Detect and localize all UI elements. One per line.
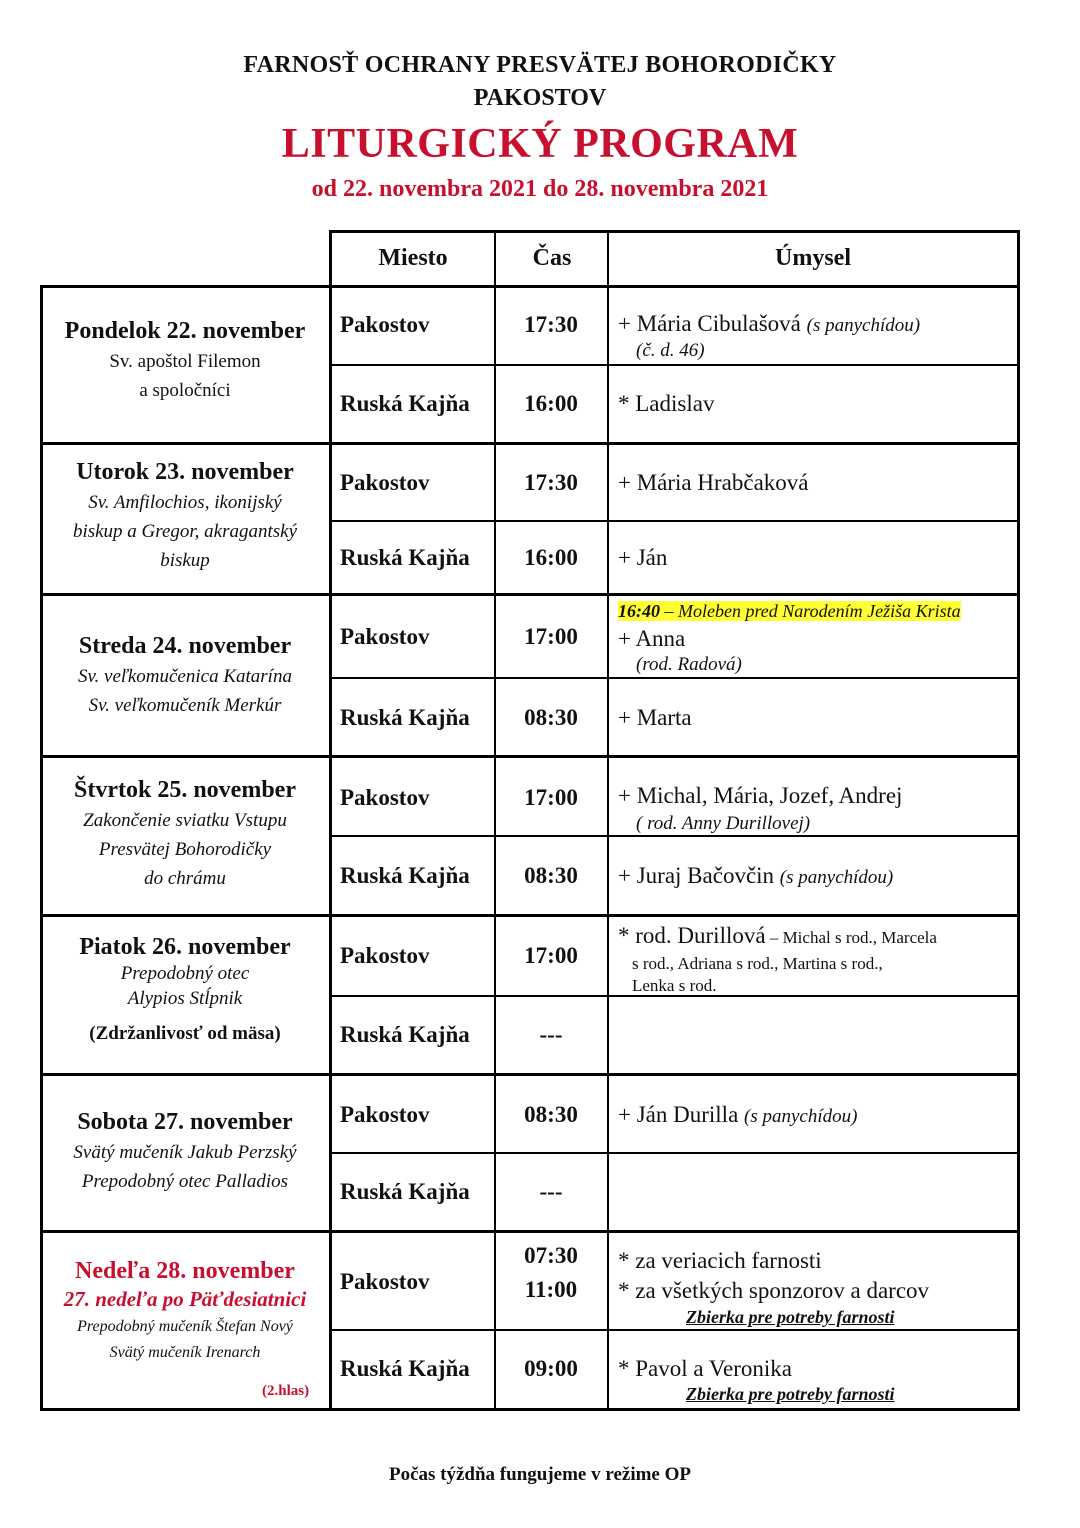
grid-line	[40, 593, 1020, 596]
time-label: 17:30	[524, 470, 578, 495]
grid-line	[1017, 230, 1020, 1411]
time-label: 08:30	[524, 863, 578, 888]
place-label: Ruská Kajňa	[340, 863, 470, 888]
saint-line: a spoločníci	[139, 380, 231, 401]
day-name: Streda 24. november	[78, 633, 292, 659]
intention-text	[618, 311, 920, 337]
intention-sub: (rod. Radová)	[636, 654, 742, 675]
place-label: Pakostov	[340, 470, 430, 495]
day-cell-monday	[40, 318, 330, 405]
moleben-time: 16:40	[618, 601, 660, 621]
saint-line: Alypios Stĺpnik	[127, 988, 243, 1009]
day-cell-thursday	[40, 777, 330, 893]
intention-text: * Pavol a Veronika	[618, 1356, 792, 1381]
day-cell-friday	[40, 934, 330, 1048]
time-label: 16:00	[524, 391, 578, 416]
day-cell-tuesday	[40, 459, 330, 575]
grid-line	[40, 1073, 1020, 1076]
saint-line: Prepodobný mučeník Štefan Nový	[77, 1318, 293, 1335]
place-label: Ruská Kajňa	[340, 545, 470, 570]
sunday-subtitle: 27. nedeľa po Päťdesiatnici	[63, 1287, 307, 1311]
column-header-place: Miesto	[378, 244, 448, 271]
saint-line: Sv. apoštol Filemon	[109, 351, 261, 372]
grid-line	[330, 230, 1020, 233]
place-label: Ruská Kajňa	[340, 1356, 470, 1381]
time-label: 09:00	[524, 1356, 578, 1381]
intention-family: – Michal s rod., Marcela	[765, 928, 937, 947]
place-label: Ruská Kajňa	[340, 1179, 470, 1204]
saint-line: Svätý mučeník Irenarch	[109, 1344, 261, 1361]
collection-note: Zbierka pre potreby farnosti	[686, 1307, 895, 1327]
intention-text: + Ján	[618, 545, 668, 570]
page-title: LITURGICKÝ PROGRAM	[281, 121, 799, 167]
day-cell-wednesday	[40, 633, 330, 720]
grid-line	[40, 755, 1020, 758]
grid-line	[330, 1329, 1020, 1331]
moleben-text: – Moleben pred Narodením Ježiša Krista	[660, 601, 961, 621]
grid-line	[40, 1230, 1020, 1233]
grid-line	[330, 1152, 1020, 1154]
saint-line: Zakončenie sviatku Vstupu	[83, 810, 287, 831]
place-label: Ruská Kajňa	[340, 705, 470, 730]
saint-line: Sv. veľkomučenica Katarína	[78, 666, 292, 687]
time-label: 17:30	[524, 312, 578, 337]
saint-line: biskup	[160, 550, 210, 571]
day-name: Sobota 27. november	[77, 1109, 293, 1135]
intention-note: (s panychídou)	[806, 315, 921, 336]
collection-note: Zbierka pre potreby farnosti	[686, 1384, 895, 1404]
time-label: 17:00	[524, 943, 578, 968]
intention-name: * rod. Durillová	[618, 923, 766, 948]
intention-name: + Juraj Bačovčin	[618, 863, 775, 888]
time-label: 17:00	[524, 624, 578, 649]
saint-line: Svätý mučeník Jakub Perzský	[73, 1142, 297, 1163]
place-label: Pakostov	[340, 312, 430, 337]
intention-text	[618, 863, 893, 889]
footer-note: Počas týždňa fungujeme v režime OP	[388, 1464, 691, 1485]
place-label: Pakostov	[340, 785, 430, 810]
saint-line: biskup a Gregor, akragantský	[72, 521, 298, 542]
grid-line	[40, 914, 1020, 917]
time-label: 08:30	[524, 1102, 578, 1127]
saint-line: Prepodobný otec Palladios	[81, 1171, 289, 1192]
saint-line: Prepodobný otec	[120, 963, 250, 984]
grid-line	[330, 364, 1020, 366]
intention-sub: ( rod. Anny Durillovej)	[636, 813, 811, 834]
time-label: ---	[539, 1179, 563, 1204]
intention-text	[618, 923, 937, 949]
intention-text: + Michal, Mária, Jozef, Andrej	[618, 783, 903, 808]
intention-sub: (č. d. 46)	[636, 340, 705, 361]
place-label: Pakostov	[340, 624, 430, 649]
saint-line: do chrámu	[144, 868, 226, 889]
grid-line	[330, 520, 1020, 522]
place-label: Ruská Kajňa	[340, 391, 470, 416]
column-header-time: Čas	[532, 244, 572, 271]
time-label-second: 11:00	[524, 1277, 578, 1302]
intention-text-second: * za všetkých sponzorov a darcov	[618, 1278, 930, 1303]
time-label: ---	[539, 1022, 563, 1047]
moleben-note	[618, 597, 961, 623]
time-label: 07:30	[524, 1243, 578, 1268]
time-label: 16:00	[524, 545, 578, 570]
grid-line	[330, 677, 1020, 679]
intention-text: * za veriacich farnosti	[618, 1248, 822, 1273]
day-name: Nedeľa 28. november	[75, 1258, 295, 1284]
intention-text: + Marta	[618, 705, 692, 730]
grid-line	[40, 442, 1020, 445]
intention-text	[618, 1102, 857, 1128]
intention-name: + Mária Cibulašová	[618, 311, 801, 336]
saint-line: Sv. Amfilochios, ikonijský	[88, 492, 282, 513]
day-cell-sunday	[40, 1258, 330, 1366]
intention-name: + Ján Durilla	[618, 1102, 739, 1127]
saint-line: Presvätej Bohorodičky	[98, 839, 272, 860]
intention-text: + Anna	[618, 626, 686, 651]
date-range: od 22. novembra 2021 do 28. novembra 2021	[311, 176, 769, 202]
saint-line: Sv. veľkomučeník Merkúr	[88, 695, 282, 716]
grid-line	[40, 1408, 1020, 1411]
intention-text: * Ladislav	[618, 391, 715, 416]
grid-line	[330, 835, 1020, 837]
tone-label: (2.hlas)	[262, 1383, 310, 1399]
day-name: Štvrtok 25. november	[74, 777, 296, 803]
time-label: 08:30	[524, 705, 578, 730]
town-name: PAKOSTOV	[473, 85, 607, 111]
day-name: Utorok 23. november	[76, 459, 294, 485]
intention-sub: Lenka s rod.	[632, 976, 717, 995]
place-label: Pakostov	[340, 1269, 430, 1294]
place-label: Pakostov	[340, 1102, 430, 1127]
day-cell-saturday	[40, 1109, 330, 1196]
column-header-intent: Úmysel	[775, 244, 851, 271]
grid-line	[40, 285, 1020, 288]
intention-sub: s rod., Adriana s rod., Martina s rod.,	[632, 954, 883, 973]
place-label: Ruská Kajňa	[340, 1022, 470, 1047]
intention-text: + Mária Hrabčaková	[618, 470, 809, 495]
schedule-table	[40, 230, 1020, 1412]
day-name: Piatok 26. november	[79, 934, 291, 960]
intention-note: (s panychídou)	[779, 867, 894, 888]
time-label: 17:00	[524, 785, 578, 810]
grid-line	[607, 230, 609, 1411]
intention-note: (s panychídou)	[744, 1106, 858, 1127]
place-label: Pakostov	[340, 943, 430, 968]
parish-name: FARNOSŤ OCHRANY PRESVÄTEJ BOHORODIČKY	[243, 52, 837, 78]
day-name: Pondelok 22. november	[64, 318, 306, 344]
fasting-note: (Zdržanlivosť od mäsa)	[89, 1023, 281, 1044]
